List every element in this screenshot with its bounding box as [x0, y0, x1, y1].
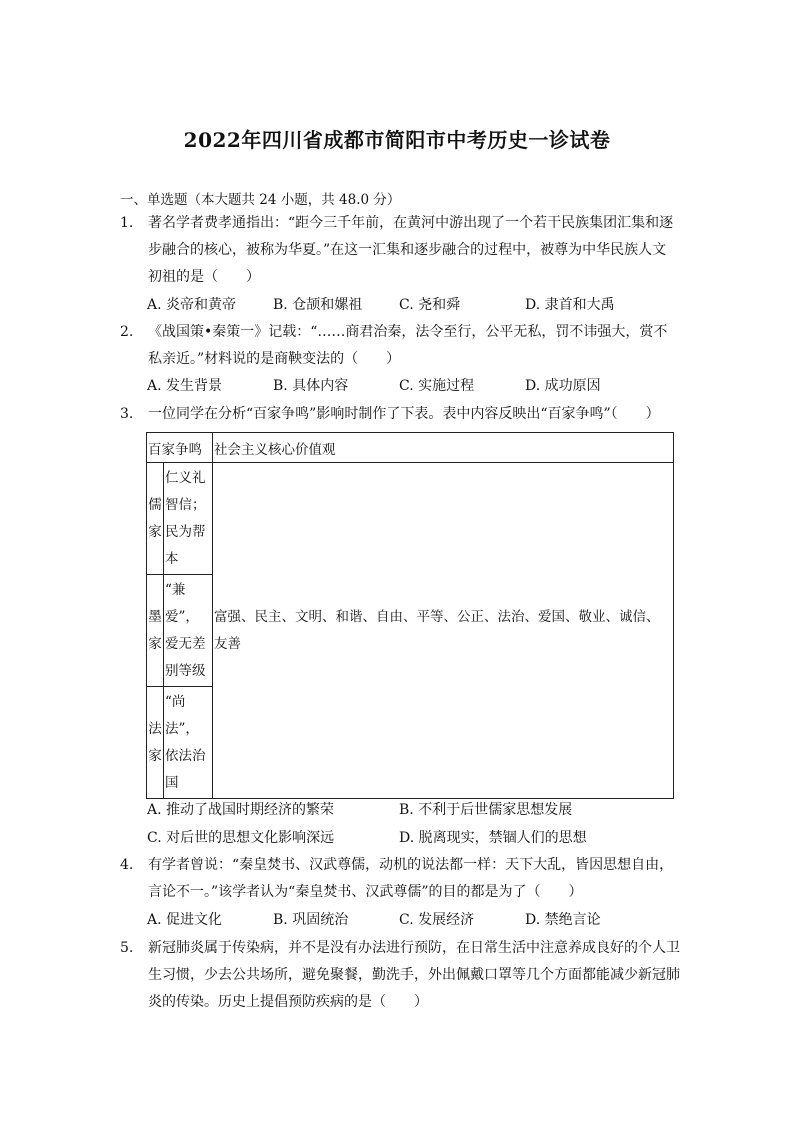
option-d[interactable]: D. 隶首和大禹 [525, 297, 615, 313]
question-text: 新冠肺炎属于传染病，并不是没有办法进行预防，在日常生活中注意养成良好的个人卫生习惯，少去公共场所，避免聚餐，勤洗手，外出佩戴口罩等几个方面都能减少新冠肺炎的传染。历史上提倡预防疾病的是（ ） [148, 940, 680, 1010]
option-d[interactable]: D. 成功原因 [525, 378, 601, 394]
question-text: 著名学者费孝通指出：“距今三千年前，在黄河中游出现了一个若干民族集团汇集和逐步融合的核心，被称为华夏。”在这一汇集和逐步融合的过程中，被尊为中华民族人文初祖的是（ ） [148, 215, 674, 285]
school-idea: “尚法”，依法治国 [164, 687, 213, 799]
schools-values-table [146, 432, 674, 799]
exam-title: 2022年四川省成都市简阳市中考历史一诊试卷 [183, 128, 611, 152]
question-4-options [147, 907, 687, 934]
question-3 [120, 401, 680, 428]
question-number: 4. [120, 857, 134, 873]
question-text: 一位同学在分析“百家争鸣”影响时制作了下表。表中内容反映出“百家争鸣”（ ） [148, 406, 660, 422]
table-header-schools: 百家争鸣 [147, 433, 213, 463]
question-3-options-row2 [147, 825, 687, 852]
school-idea: 仁义礼智信；民为帮本 [164, 463, 213, 575]
question-2-options [147, 373, 687, 400]
option-c[interactable]: C. 对后世的思想文化影响深远 [147, 830, 335, 846]
option-b[interactable]: B. 仓颉和嫘祖 [273, 297, 363, 313]
question-5 [120, 935, 680, 1016]
question-4 [120, 852, 680, 906]
question-number: 3. [120, 406, 134, 422]
core-values-cell: 富强、民主、文明、和谐、自由、平等、公正、法治、爱国、敬业、诚信、友善 [213, 463, 674, 799]
question-text: 《战国策•秦策一》记载：“……商君治秦，法令至行，公平无私，罚不讳强大，赏不私亲近。”材料说的是商鞅变法的（ ） [148, 324, 668, 367]
option-b[interactable]: B. 巩固统治 [273, 912, 349, 928]
option-a[interactable]: A. 炎帝和黄帝 [147, 297, 237, 313]
option-c[interactable]: C. 发展经济 [399, 912, 475, 928]
question-number: 2. [120, 324, 134, 340]
table-row [147, 463, 674, 575]
option-c[interactable]: C. 实施过程 [399, 378, 475, 394]
section-heading: 一、单选题（本大题共 24 小题，共 48.0 分） [120, 192, 401, 208]
option-a[interactable]: A. 推动了战国时期经济的繁荣 [147, 802, 335, 818]
table-header-values: 社会主义核心价值观 [213, 433, 674, 463]
option-c[interactable]: C. 尧和舜 [399, 297, 461, 313]
question-1 [120, 210, 680, 291]
option-b[interactable]: B. 具体内容 [273, 378, 349, 394]
school-name: 法家 [147, 687, 164, 799]
question-number: 1. [120, 215, 134, 231]
question-text: 有学者曾说：“秦皇焚书、汉武尊儒，动机的说法都一样：天下大乱，皆因思想自由，言论不一。”该学者认为“秦皇焚书、汉武尊儒”的目的都是为了（ ） [148, 857, 674, 900]
school-idea: “兼爱”，爱无差别等级 [164, 575, 213, 687]
school-name: 墨家 [147, 575, 164, 687]
school-name: 儒家 [147, 463, 164, 575]
question-2 [120, 319, 680, 373]
option-b[interactable]: B. 不利于后世儒家思想发展 [399, 802, 573, 818]
option-d[interactable]: D. 禁绝言论 [525, 912, 601, 928]
question-1-options [147, 292, 687, 319]
option-a[interactable]: A. 发生背景 [147, 378, 223, 394]
question-3-options-row1 [147, 797, 687, 824]
option-a[interactable]: A. 促进文化 [147, 912, 223, 928]
question-number: 5. [120, 940, 134, 956]
option-d[interactable]: D. 脱离现实，禁锢人们的思想 [399, 830, 587, 846]
